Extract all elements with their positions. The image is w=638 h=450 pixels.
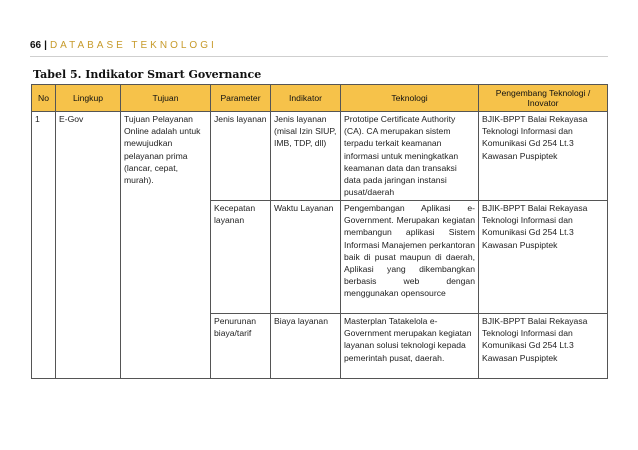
cell-parameter: Jenis layanan xyxy=(211,112,271,201)
header-lingkup: Lingkup xyxy=(56,85,121,112)
header-indikator: Indikator xyxy=(271,85,341,112)
cell-pengembang: BJIK-BPPT Balai Rekayasa Teknologi Informasi dan Komunikasi Gd 254 Lt.3 Kawasan Puspiptek xyxy=(479,112,608,201)
running-head-separator: | xyxy=(44,40,47,51)
header-no: No xyxy=(32,85,56,112)
cell-tujuan: Tujuan Pelayanan Online adalah untuk mewujudkan pelayanan prima (lancar, cepat, murah). xyxy=(121,112,211,379)
cell-parameter: Penurunan biaya/tarif xyxy=(211,314,271,379)
table-header-row xyxy=(32,85,608,112)
cell-lingkup: E-Gov xyxy=(56,112,121,379)
cell-teknologi: Masterplan Tatakelola e-Government merupakan kegiatan layanan solusi teknologi kepada pemerintah pusat, daerah. xyxy=(341,314,479,379)
header-pengembang: Pengembang Teknologi / Inovator xyxy=(479,85,608,112)
table-caption: Tabel 5. Indikator Smart Governance xyxy=(33,68,262,81)
cell-no: 1 xyxy=(32,112,56,379)
table-row xyxy=(32,112,608,201)
cell-indikator: Biaya layanan xyxy=(271,314,341,379)
running-head-title: DATABASE TEKNOLOGI xyxy=(49,40,217,51)
header-rule xyxy=(30,56,608,57)
cell-teknologi: Pengembangan Aplikasi e-Government. Merupakan kegiatan membangun aplikasi Sistem Informasi Manajemen perkantoran baik di pusat maupun di daerah, Aplikasi yang dikembangkan berbasis web dengan menggunakan opensource xyxy=(341,201,479,314)
cell-indikator: Waktu Layanan xyxy=(271,201,341,314)
header-parameter: Parameter xyxy=(211,85,271,112)
cell-pengembang: BJIK-BPPT Balai Rekayasa Teknologi Informasi dan Komunikasi Gd 254 Lt.3 Kawasan Puspiptek xyxy=(479,314,608,379)
page-number: 66 xyxy=(30,40,42,51)
running-head xyxy=(30,40,217,51)
header-tujuan: Tujuan xyxy=(121,85,211,112)
cell-pengembang: BJIK-BPPT Balai Rekayasa Teknologi Informasi dan Komunikasi Gd 254 Lt.3 Kawasan Puspiptek xyxy=(479,201,608,314)
header-teknologi: Teknologi xyxy=(341,85,479,112)
cell-indikator: Jenis layanan (misal Izin SIUP, IMB, TDP, dll) xyxy=(271,112,341,201)
cell-teknologi: Prototipe Certificate Authority (CA). CA merupakan sistem terpadu terkait keamanan informasi untuk meningkatkan keamanan data dan transaksi data pada jaringan instansi pusat/daerah xyxy=(341,112,479,201)
smart-governance-table xyxy=(31,84,608,379)
cell-parameter: Kecepatan layanan xyxy=(211,201,271,314)
